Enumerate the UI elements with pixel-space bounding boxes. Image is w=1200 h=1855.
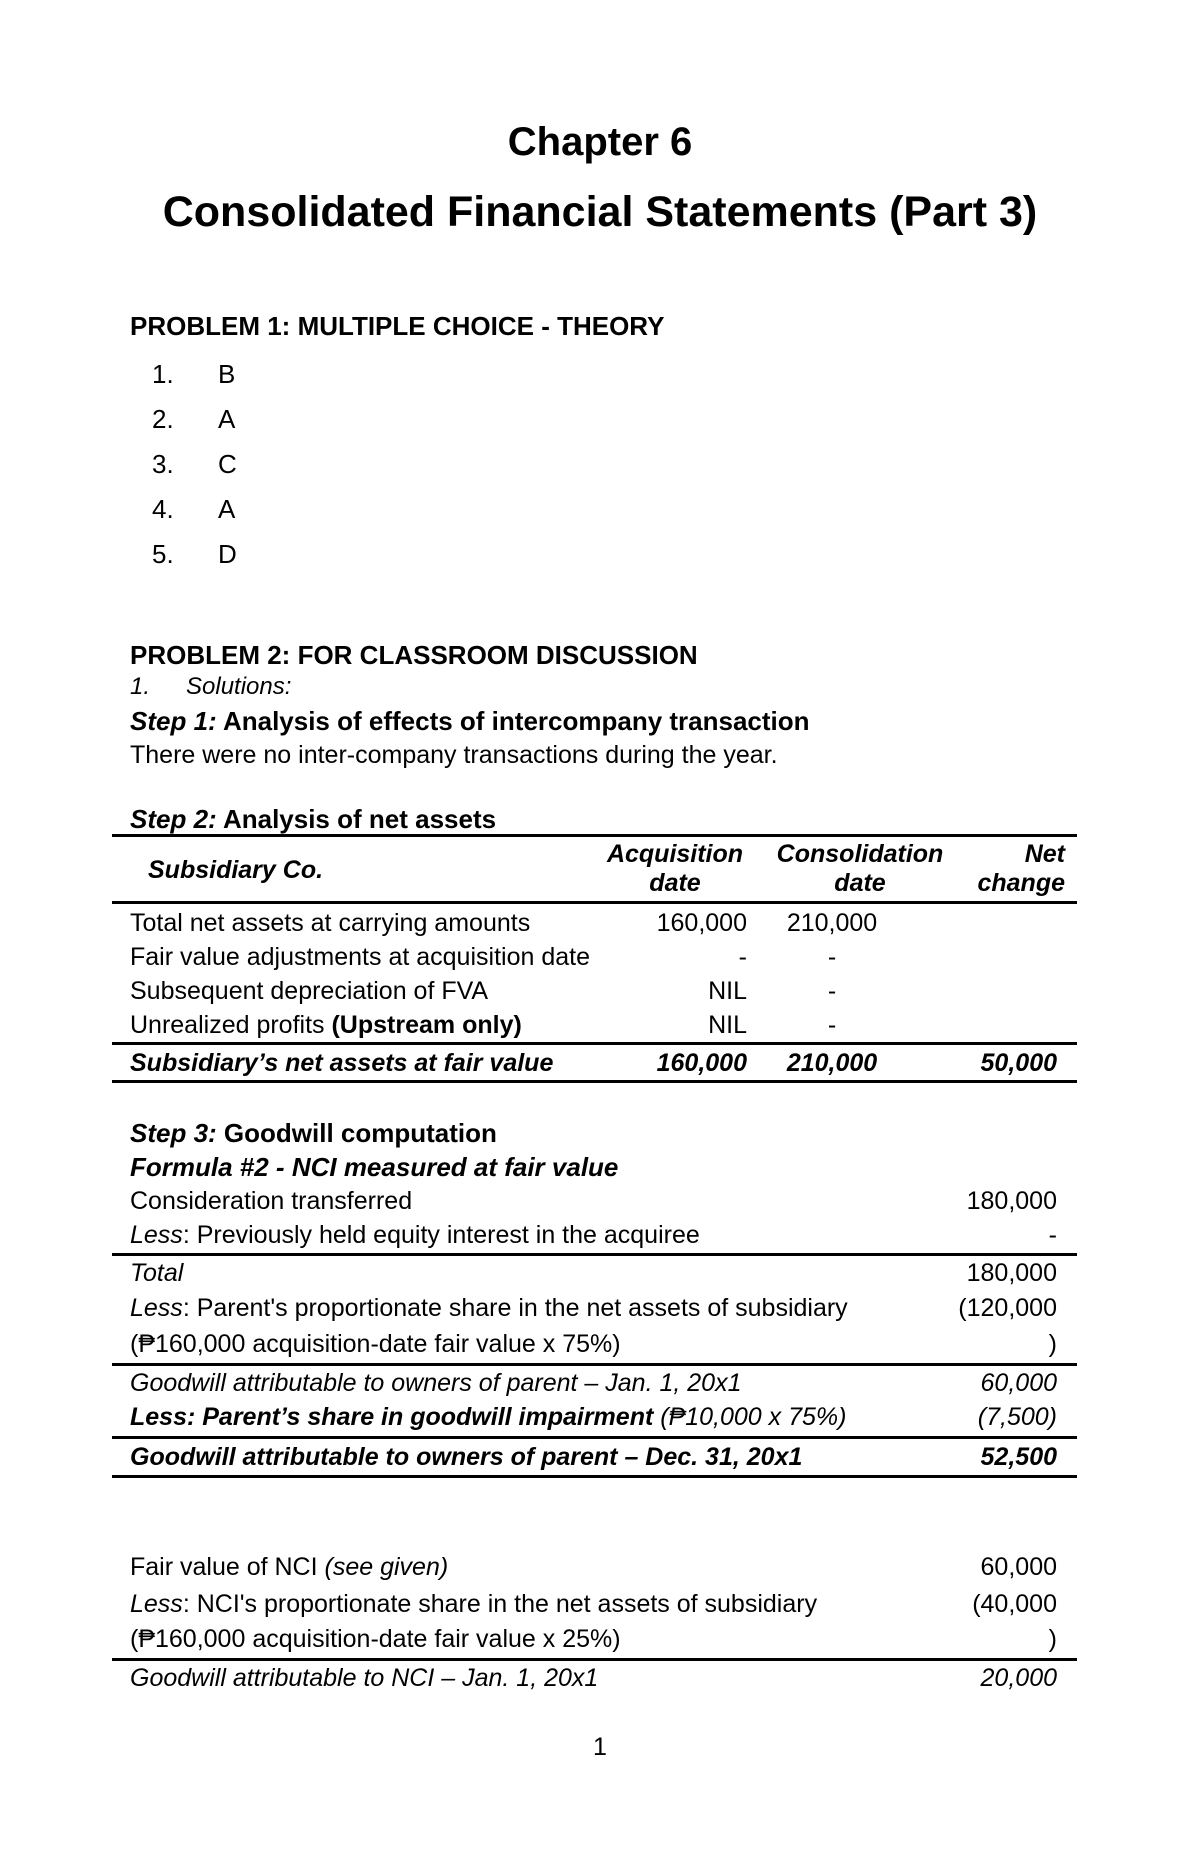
- table-header-consolidation: Consolidation date: [776, 840, 944, 897]
- gw-row-jan: Goodwill attributable to owners of parent – Jan. 1, 20x1 60,000: [130, 1369, 1057, 1397]
- table-bottom-rule: [112, 1080, 1077, 1083]
- gw-row-parent-share: Less: Parent's proportionate share in the net assets of subsidiary (120,000: [130, 1294, 1057, 1322]
- page-number: 1: [593, 1733, 607, 1761]
- gw-rule-4: [112, 1475, 1077, 1478]
- document-title: Consolidated Financial Statements (Part 3): [162, 188, 1038, 236]
- table-header-subsidiary: Subsidiary Co.: [148, 856, 324, 884]
- step3-heading: Step 3: Goodwill computation: [130, 1118, 497, 1148]
- answer-item: 1. B: [152, 359, 236, 389]
- answer-item: 3. C: [152, 449, 237, 479]
- table-row: Unrealized profits (Upstream only) NIL -: [130, 1011, 837, 1039]
- gw-row-total: Total 180,000: [130, 1259, 1057, 1287]
- table-total: [112, 1046, 1077, 1080]
- nci-row-share: Less: NCI's proportionate share in the net assets of subsidiary (40,000: [130, 1590, 1057, 1618]
- table-row: Fair value adjustments at acquisition date - -: [130, 943, 837, 971]
- problem1-heading: PROBLEM 1: MULTIPLE CHOICE - THEORY: [130, 311, 665, 341]
- gw-row-parent-share-detail: (₱160,000 acquisition-date fair value x 75%) ): [130, 1330, 1057, 1358]
- table-total-row: Subsidiary’s net assets at fair value 160,000 210,000 50,000: [130, 1049, 1057, 1077]
- nci-row-share-detail: (₱160,000 acquisition-date fair value x 25%) ): [130, 1625, 1057, 1653]
- step1-text: There were no inter-company transactions during the year.: [130, 741, 778, 769]
- step2-heading: Step 2: Analysis of net assets: [130, 804, 497, 834]
- nci-row-goodwill: Goodwill attributable to NCI – Jan. 1, 20x1 20,000: [130, 1664, 1057, 1692]
- problem2-heading: PROBLEM 2: FOR CLASSROOM DISCUSSION: [130, 640, 698, 670]
- table-total-rule: [112, 1042, 1077, 1045]
- answer-item: 2. A: [152, 404, 236, 434]
- table-top-rule: [112, 834, 1077, 837]
- nci-row-fair-value: Fair value of NCI (see given) 60,000: [130, 1553, 1057, 1581]
- solutions-label: 1. Solutions:: [130, 673, 292, 700]
- table-header-rule: [112, 901, 1077, 904]
- table-row: Total net assets at carrying amounts 160,000 210,000: [130, 909, 878, 937]
- answer-item: 4. A: [152, 494, 236, 524]
- gw-row-dec: Goodwill attributable to owners of parent – Dec. 31, 20x1 52,500: [130, 1443, 1057, 1471]
- table-header-net-change: Net change: [977, 840, 1065, 897]
- chapter-heading: Chapter 6: [507, 120, 693, 164]
- answer-list: [152, 352, 237, 577]
- gw-row-impairment: Less: Parent’s share in goodwill impairment (₱10,000 x 75%) (7,500): [130, 1403, 1057, 1431]
- table-header-acquisition: Acquisition date: [606, 840, 744, 897]
- answer-item: 5. D: [152, 539, 237, 569]
- table-row: Subsequent depreciation of FVA NIL -: [130, 977, 837, 1005]
- gw-row-consideration: Consideration transferred 180,000: [130, 1187, 1057, 1215]
- gw-rule-3: [112, 1436, 1077, 1439]
- step1-heading: Step 1: Analysis of effects of intercompany transaction: [130, 706, 810, 736]
- formula-heading: Formula #2 - NCI measured at fair value: [130, 1152, 619, 1182]
- net-assets-table: [112, 906, 1077, 1042]
- gw-row-previously-held: Less: Previously held equity interest in the acquiree -: [130, 1221, 1057, 1249]
